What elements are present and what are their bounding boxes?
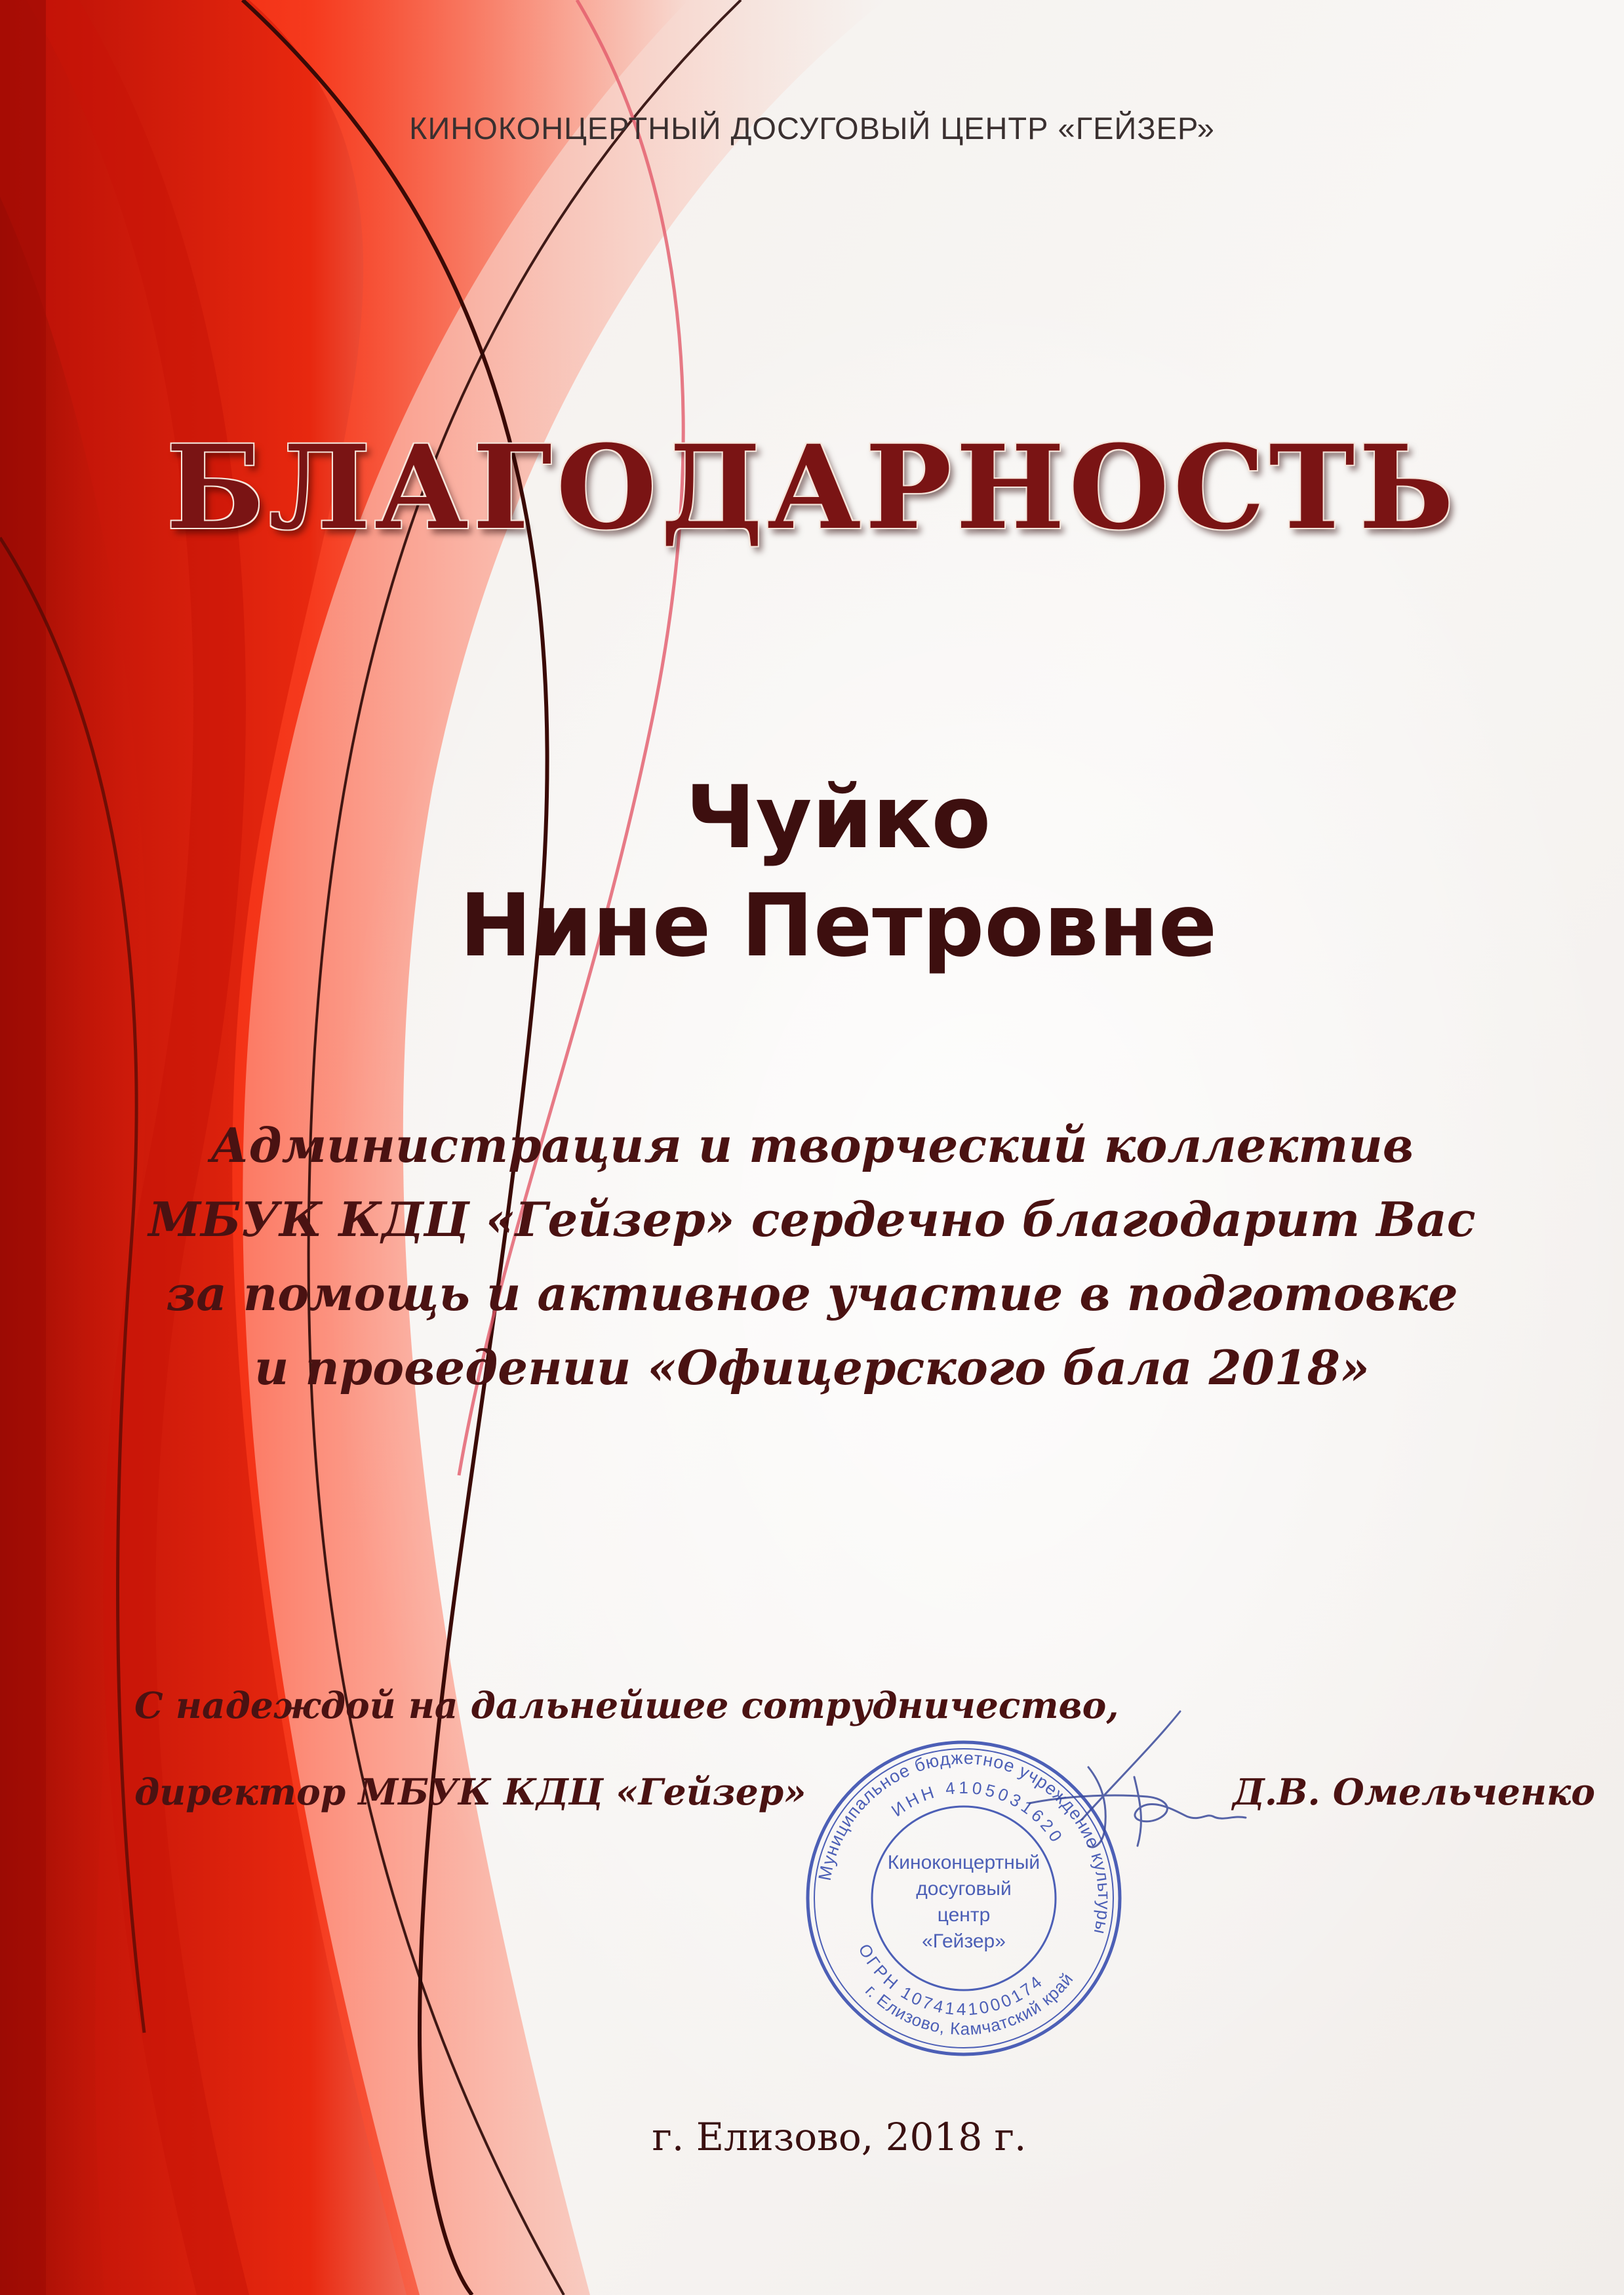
gratitude-text [0,1108,1624,1405]
stamp-inn: ИНН 4105031620 [887,1777,1068,1848]
gratitude-line: и проведении «Офицерского бала 2018» [254,1340,1370,1395]
handwritten-signature [1010,1705,1285,1862]
gratitude-line: МБУК КДЦ «Гейзер» сердечно благодарит Вас [148,1191,1476,1247]
signer-position: директор МБУК КДЦ «Гейзер» [134,1770,806,1813]
closing-phrase: С надеждой на дальнейшее сотрудничество, [134,1684,1119,1726]
stamp-ogrn: ОГРН 1074141000174 [854,1940,1048,2020]
gratitude-line: за помощь и активное участие в подготовке [166,1266,1458,1321]
stamp-center-line: «Гейзер» [922,1930,1006,1952]
stamp-outer-text: Муниципальное бюджетное учреждение культуры [814,1747,1115,1937]
stamp-center-line: центр [937,1904,991,1926]
stamp-location: г. Елизово, Камчатский край [862,1968,1077,2039]
recipient-given-names: Нине Петровне [459,875,1218,976]
signer-name: Д.В. Омельченко [1233,1770,1595,1813]
stamp-center-line: досуговый [916,1878,1012,1900]
recipient-surname: Чуйко [685,767,991,868]
certificate-title: БЛАГОДАРНОСТЬ [166,420,1458,555]
stamp-center-line: Киноконцертный [887,1852,1040,1873]
place-and-date: г. Елизово, 2018 г. [652,2115,1027,2159]
organization-header: КИНОКОНЦЕРТНЫЙ ДОСУГОВЫЙ ЦЕНТР «ГЕЙЗЕР» [409,111,1215,146]
gratitude-line: Администрация и творческий коллектив [210,1117,1414,1173]
